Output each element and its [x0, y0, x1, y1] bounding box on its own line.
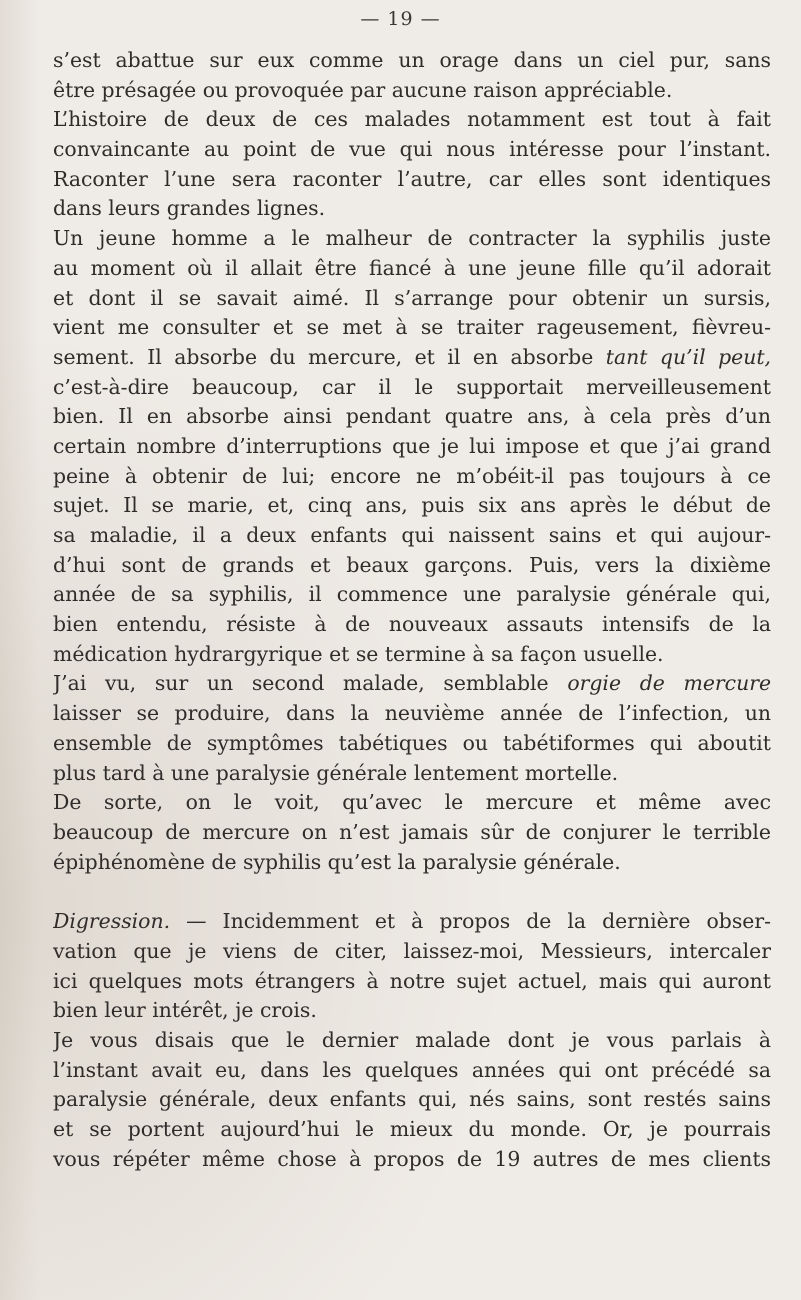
text-line: d’hui sont de grands et beaux garçons. Puis, vers la dixième	[53, 552, 771, 577]
text-line: s’est abattue sur eux comme un orage dans un ciel pur, sans	[53, 48, 771, 72]
text-line: année de sa syphilis, il commence une paralysie générale qui,	[53, 582, 771, 607]
text-line: Raconter l’une sera raconter l’autre, car elles sont identiques	[53, 166, 771, 191]
text-line: peine à obtenir de lui; encore ne m’obéit-il pas toujours à ce	[53, 463, 771, 488]
text-line: ensemble de symptômes tabétiques ou tabétiformes qui aboutit	[53, 730, 771, 755]
text-line: c’est-à-dire beaucoup, car il le supportait merveilleusement	[53, 374, 771, 399]
text-line: vation que je viens de citer, laissez-moi, Messieurs, intercaler	[53, 938, 771, 963]
text-line: Un jeune homme a le malheur de contracter la syphilis juste	[53, 226, 771, 251]
emphasis-text: orgie de mercure	[567, 671, 771, 696]
text-segment: — Incidemment et à propos de la dernière obser-	[186, 909, 771, 934]
text-line-with-emphasis	[53, 669, 771, 699]
section-gap	[53, 877, 771, 907]
text-line: et dont il se savait aimé. Il s’arrange pour obtenir un sursis,	[53, 285, 771, 310]
text-line: certain nombre d’interruptions que je lui impose et que j’ai grand	[53, 433, 771, 458]
text-line: être présagée ou provoquée par aucune raison appréciable.	[53, 77, 673, 102]
emphasis-text: tant qu’il peut,	[605, 344, 771, 369]
text-line: sujet. Il se marie, et, cinq ans, puis six ans après le début de	[53, 493, 771, 518]
text-line: laisser se produire, dans la neuvième année de l’infection, un	[53, 701, 771, 726]
text-line: médication hydrargyrique et se termine à sa façon usuelle.	[53, 641, 664, 666]
text-line: bien leur intérêt, je crois.	[53, 998, 317, 1023]
digression-heading: Digression.	[53, 909, 171, 934]
text-line: beaucoup de mercure on n’est jamais sûr de conjurer le terrible	[53, 819, 771, 844]
text-line: De sorte, on le voit, qu’avec le mercure et même avec	[53, 790, 771, 815]
text-segment: sement. Il absorbe du mercure, et il en absorbe	[53, 344, 594, 369]
text-line: L’histoire de deux de ces malades notamment est tout à fait	[53, 107, 771, 132]
text-line: Je vous disais que le dernier malade dont je vous parlais à	[53, 1028, 771, 1052]
text-line: épiphénomène de syphilis qu’est la paralysie générale.	[53, 849, 621, 874]
page-number: — 19 —	[360, 8, 441, 30]
text-line-with-heading	[53, 907, 771, 937]
text-line: ici quelques mots étrangers à notre sujet actuel, mais qui auront	[53, 968, 771, 993]
text-line-with-emphasis	[53, 343, 771, 373]
text-line: paralysie générale, deux enfants qui, nés sains, sont restés sains	[53, 1087, 771, 1112]
text-line: et se portent aujourd’hui le mieux du monde. Or, je pourrais	[53, 1117, 771, 1142]
text-line: plus tard à une paralysie générale lentement mortelle.	[53, 760, 619, 785]
text-segment: J’ai vu, sur un second malade, semblable	[53, 671, 549, 696]
text-line: vient me consulter et se met à se traiter rageusement, fièvreu-	[53, 315, 771, 340]
text-line: bien. Il en absorbe ainsi pendant quatre ans, à cela près d’un	[53, 404, 771, 429]
body-text	[53, 46, 771, 1174]
text-line: dans leurs grandes lignes.	[53, 196, 326, 221]
text-line: bien entendu, résiste à de nouveaux assauts intensifs de la	[53, 612, 771, 637]
text-line: convaincante au point de vue qui nous intéresse pour l’instant.	[53, 137, 771, 162]
text-line: l’instant avait eu, dans les quelques années qui ont précédé sa	[53, 1057, 771, 1082]
text-line: sa maladie, il a deux enfants qui naissent sains et qui aujour-	[53, 523, 771, 547]
text-line: au moment où il allait être fiancé à une jeune fille qu’il adorait	[53, 255, 771, 280]
text-line: vous répéter même chose à propos de 19 autres de mes clients	[53, 1146, 771, 1171]
